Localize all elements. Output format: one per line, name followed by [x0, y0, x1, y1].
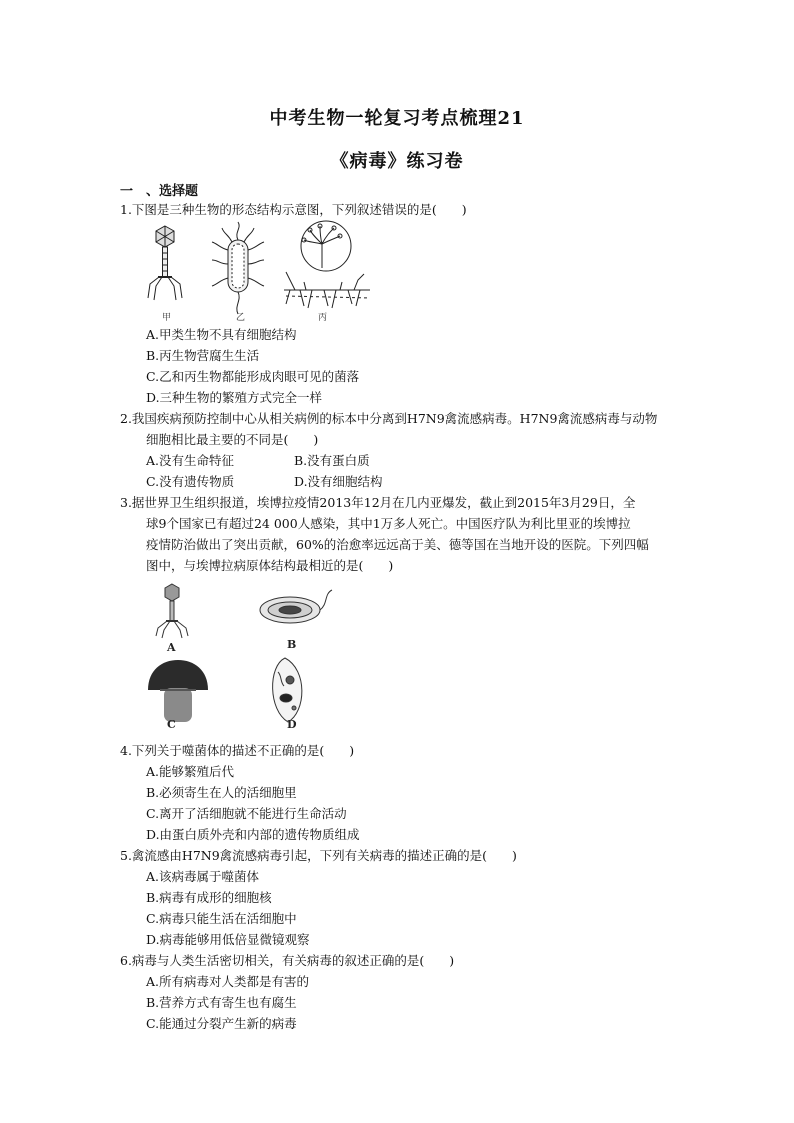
q3-label-c: C — [167, 718, 176, 731]
q5-option-c: C.病毒只能生活在活细胞中 — [146, 911, 297, 926]
question-5-stem: 5.禽流感由H7N9禽流感病毒引起，下列有关病毒的描述正确的是( ) — [120, 848, 517, 863]
paramecium-d-drawing — [273, 658, 302, 722]
q3-label-d: D — [287, 718, 297, 731]
question-3-stem-line3: 疫情防治做出了突出贡献，60%的治愈率远远高于美、德等国在当地开设的医院。下列四幅 — [146, 537, 649, 552]
question-4-stem: 4.下列关于噬菌体的描述不正确的是( ) — [120, 743, 355, 758]
question-3-stem-line4: 图中，与埃博拉病原体结构最相近的是( ) — [146, 558, 394, 573]
q4-option-b: B.必须寄生在人的活细胞里 — [146, 785, 297, 800]
q1-option-b: B.丙生物营腐生生活 — [146, 348, 260, 363]
question-1-stem: 1.下图是三种生物的形态结构示意图，下列叙述错误的是( ) — [120, 202, 467, 217]
q1-label-yi: 乙 — [236, 313, 246, 323]
q1-option-a: A.甲类生物不具有细胞结构 — [146, 327, 297, 342]
q2-option-b: B.没有蛋白质 — [294, 453, 370, 468]
q5-option-a: A.该病毒属于噬菌体 — [146, 869, 260, 884]
q4-option-a: A.能够繁殖后代 — [146, 764, 235, 779]
q4-option-c: C.离开了活细胞就不能进行生命活动 — [146, 806, 347, 821]
page-title: 中考生物一轮复习考点梳理21 — [269, 108, 525, 129]
phage-drawing — [148, 226, 182, 300]
section-heading: 一 、选择题 — [120, 184, 199, 199]
q1-option-d: D.三种生物的繁殖方式完全一样 — [146, 390, 323, 405]
bacterium-b-drawing — [260, 590, 332, 623]
q6-option-b: B.营养方式有寄生也有腐生 — [146, 995, 297, 1010]
bacterium-drawing — [212, 222, 264, 314]
q6-option-a: A.所有病毒对人类都是有害的 — [146, 974, 310, 989]
q2-option-c: C.没有遗传物质 — [146, 474, 235, 489]
q6-option-c: C.能通过分裂产生新的病毒 — [146, 1016, 297, 1031]
phage-a-drawing — [156, 584, 188, 638]
q3-label-a: A — [167, 641, 176, 654]
q1-label-jia: 甲 — [162, 313, 172, 323]
q1-figure — [140, 220, 380, 320]
question-2-stem-line2: 细胞相比最主要的不同是( ) — [146, 432, 319, 447]
mold-drawing — [284, 221, 370, 308]
q2-option-a: A.没有生命特征 — [146, 453, 235, 468]
page-subtitle: 《病毒》练习卷 — [330, 151, 464, 172]
question-2-stem-line1: 2.我国疾病预防控制中心从相关病例的标本中分离到H7N9禽流感病毒。H7N9禽流感病毒与动物 — [120, 411, 658, 426]
q3-figure — [140, 580, 340, 730]
question-6-stem: 6.病毒与人类生活密切相关，有关病毒的叙述正确的是( ) — [120, 953, 455, 968]
q3-label-b: B — [287, 638, 297, 651]
q4-option-d: D.由蛋白质外壳和内部的遗传物质组成 — [146, 827, 360, 842]
question-3-stem-line2: 球9个国家已有超过24 000人感染，其中1万多人死亡。中国医疗队为利比里亚的埃博拉 — [146, 516, 631, 531]
q5-option-d: D.病毒能够用低倍显微镜观察 — [146, 932, 310, 947]
question-3-stem-line1: 3.据世界卫生组织报道，埃博拉疫情2013年12月在几内亚爆发，截止到2015年3月29日，全 — [120, 495, 636, 510]
q1-label-bing: 丙 — [318, 313, 328, 323]
q2-option-d: D.没有细胞结构 — [294, 474, 383, 489]
q1-option-c: C.乙和丙生物都能形成肉眼可见的菌落 — [146, 369, 360, 384]
q5-option-b: B.病毒有成形的细胞核 — [146, 890, 272, 905]
mushroom-c-drawing — [148, 660, 208, 722]
